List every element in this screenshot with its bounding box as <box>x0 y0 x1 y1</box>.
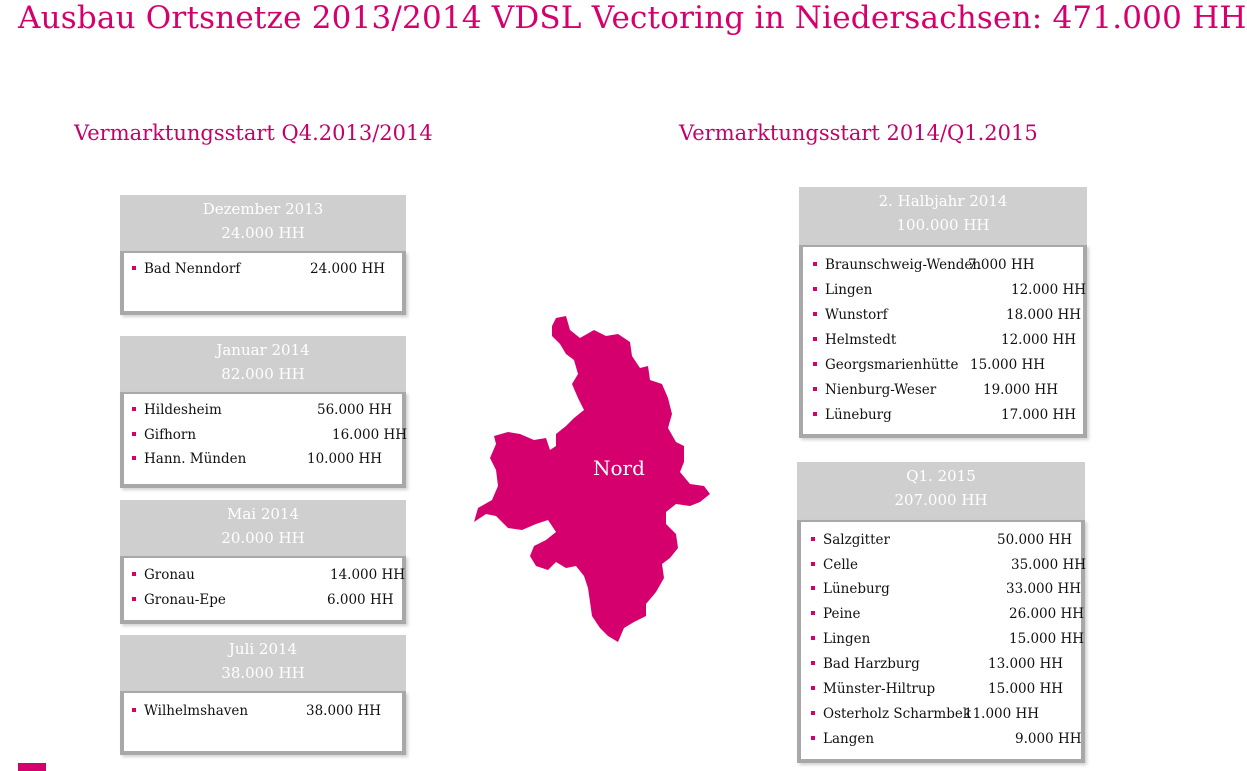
item-value: 7.000 HH <box>968 257 1035 273</box>
item-value: 17.000 HH <box>1001 407 1077 423</box>
map-shape <box>474 316 710 642</box>
item-value: 56.000 HH <box>317 402 393 418</box>
item-name: Hann. Münden <box>144 451 247 467</box>
telekom-logo <box>18 763 46 771</box>
item-value: 18.000 HH <box>1006 307 1082 323</box>
item-name: Gifhorn <box>144 427 197 443</box>
item-name: Peine <box>823 606 861 622</box>
item-value: 15.000 HH <box>988 681 1064 697</box>
item-name: Lüneburg <box>825 407 892 423</box>
item-name: Hildesheim <box>144 402 222 418</box>
item-value: 12.000 HH <box>1011 282 1087 298</box>
item-name: Lüneburg <box>823 581 890 597</box>
item-name: Münster-Hiltrup <box>823 681 936 697</box>
item-value: 15.000 HH <box>970 357 1046 373</box>
item-value: 38.000 HH <box>306 703 382 719</box>
item-name: Bad Nenndorf <box>144 261 241 277</box>
group-period: Mai 2014 <box>226 505 300 523</box>
item-value: 19.000 HH <box>983 382 1059 398</box>
group-period: Q1. 2015 <box>906 467 976 485</box>
item-value: 6.000 HH <box>327 592 394 608</box>
group-period: Januar 2014 <box>216 341 310 359</box>
group-total: 38.000 HH <box>221 664 305 682</box>
item-value: 26.000 HH <box>1009 606 1085 622</box>
item-value: 50.000 HH <box>997 532 1073 548</box>
item-name: Langen <box>823 731 875 747</box>
item-value: 9.000 HH <box>1015 731 1082 747</box>
item-name: Bad Harzburg <box>823 656 920 672</box>
item-value: 11.000 HH <box>964 706 1040 722</box>
item-name: Osterholz Scharmbek <box>823 706 972 722</box>
page-title: Ausbau Ortsnetze 2013/2014 VDSL Vectoring in Niedersachsen: 471.000 HH <box>18 0 1247 36</box>
item-name: Wunstorf <box>825 307 888 323</box>
item-name: Georgsmarienhütte <box>825 357 959 373</box>
item-name: Gronau-Epe <box>144 592 226 608</box>
item-value: 14.000 HH <box>330 567 406 583</box>
group-period: 2. Halbjahr 2014 <box>878 192 1008 210</box>
item-name: Salzgitter <box>823 532 890 548</box>
group-total: 82.000 HH <box>221 365 305 383</box>
item-name: Lingen <box>825 282 873 298</box>
item-value: 12.000 HH <box>1001 332 1077 348</box>
item-name: Braunschweig-Wenden <box>825 257 982 273</box>
group-period: Dezember 2013 <box>202 200 324 218</box>
group-total: 20.000 HH <box>221 529 305 547</box>
group-total: 100.000 HH <box>896 216 990 234</box>
item-name: Nienburg-Weser <box>825 382 937 398</box>
left-section-heading: Vermarktungsstart Q4.2013/2014 <box>74 121 433 145</box>
item-name: Helmstedt <box>825 332 897 348</box>
item-value: 16.000 HH <box>332 427 408 443</box>
item-value: 10.000 HH <box>307 451 383 467</box>
map-label: Nord <box>593 456 645 480</box>
right-section-heading: Vermarktungsstart 2014/Q1.2015 <box>679 121 1038 145</box>
item-value: 33.000 HH <box>1006 581 1082 597</box>
item-value: 24.000 HH <box>310 261 386 277</box>
item-name: Lingen <box>823 631 871 647</box>
group-total: 207.000 HH <box>894 491 988 509</box>
item-name: Celle <box>823 557 858 573</box>
item-value: 15.000 HH <box>1009 631 1085 647</box>
item-name: Wilhelmshaven <box>144 703 249 719</box>
item-value: 13.000 HH <box>988 656 1064 672</box>
group-total: 24.000 HH <box>221 224 305 242</box>
group-period: Juli 2014 <box>228 640 298 658</box>
item-value: 35.000 HH <box>1011 557 1087 573</box>
item-name: Gronau <box>144 567 195 583</box>
